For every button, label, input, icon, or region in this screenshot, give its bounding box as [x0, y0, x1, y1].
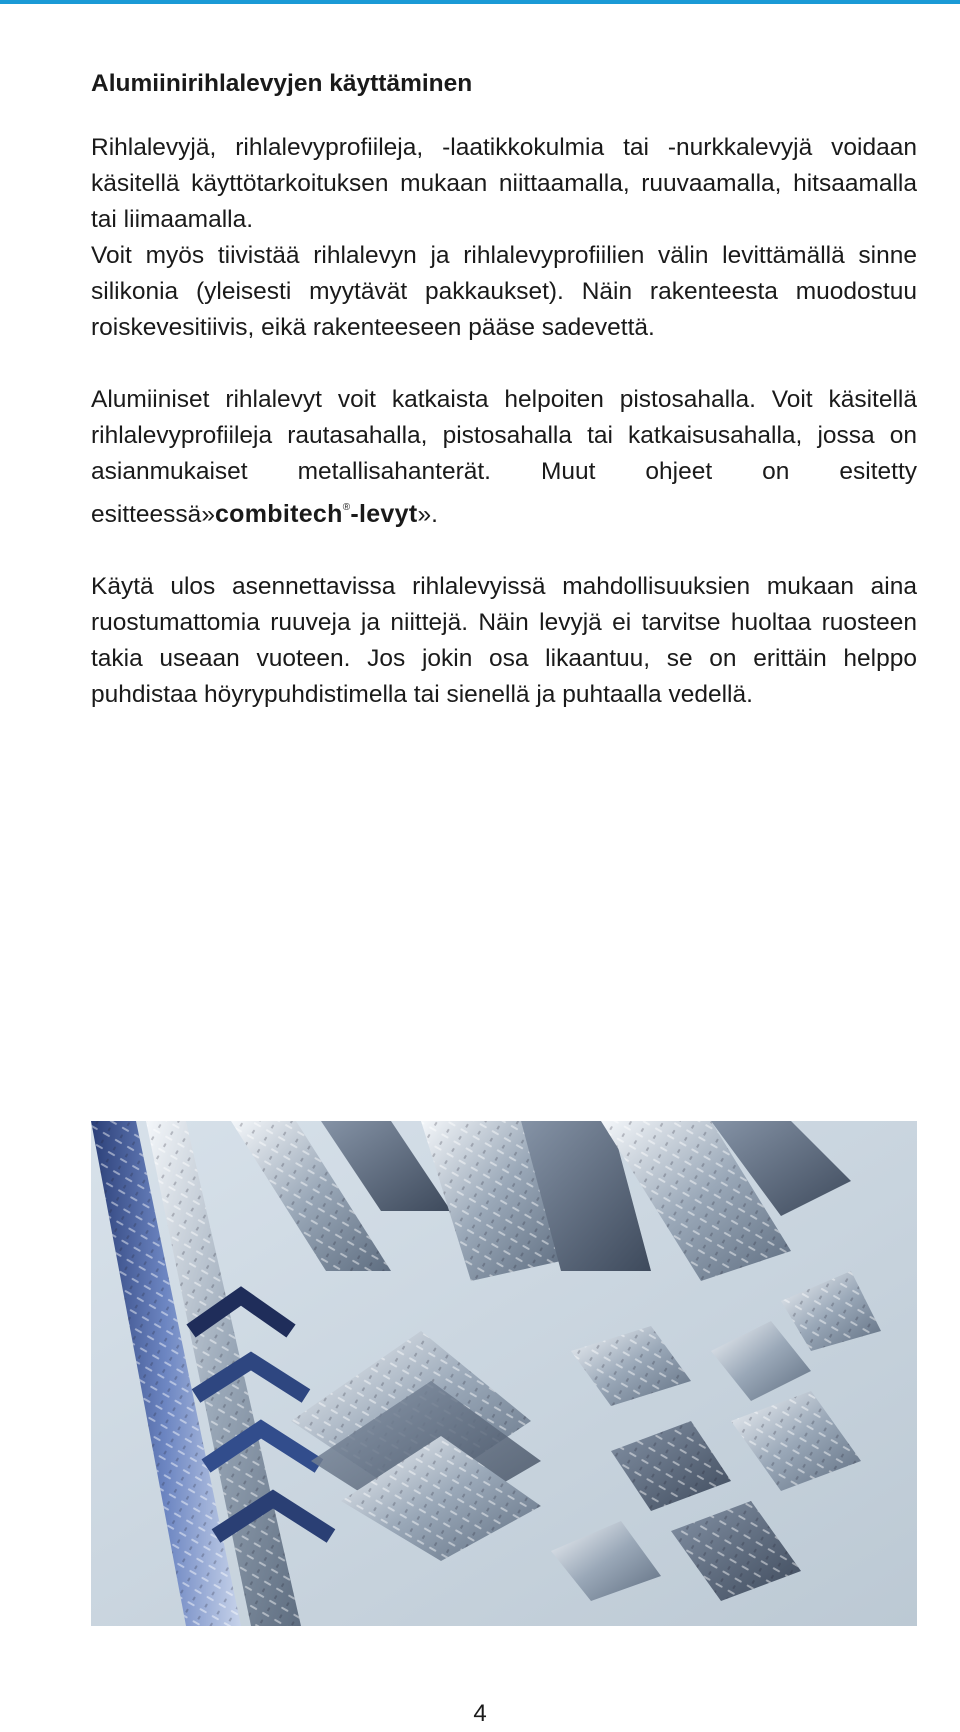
brand-name	[215, 500, 418, 528]
top-accent-rule	[0, 0, 960, 4]
quote-open: »	[201, 501, 215, 528]
paragraph-processing-sentence-2: Voit myös tiivistää rihlalevyn ja rihlalevyprofiilien välin levittämällä sinne silikonia (yleisesti myytävät pakkaukset). Näin rakenteesta muodostuu roiskevesitiivis, eikä rakenteeseen pääse sadevettä.	[91, 242, 917, 341]
page-number: 4	[473, 1700, 487, 1727]
document-body	[91, 64, 917, 749]
registered-mark: ®	[342, 502, 351, 513]
paragraph-processing-sentence-1: Rihlalevyjä, rihlalevyprofiileja, -laatikkokulmia tai -nurkkalevyjä voidaan käsitellä käyttötarkoituksen mukaan niittaamalla, ruuvaamalla, hitsaamalla tai liimaamalla.	[91, 134, 917, 233]
brand-suffix: -levyt	[350, 500, 418, 528]
page-heading: Alumiinirihlalevyjen käyttäminen	[91, 70, 473, 97]
paragraph-cutting-text: Alumiiniset rihlalevyt voit katkaista helpoiten pistosahalla. Voit käsitellä rihlalevyprofiileja rautasahalla, pistosahalla tai katkaisusahalla, jossa on asianmukaiset metallisahanterät. Muut ohjeet on esitetty esitteessä	[91, 386, 917, 528]
paragraph-processing	[91, 130, 917, 346]
quote-close: ».	[417, 501, 438, 528]
paragraph-cutting	[91, 382, 917, 533]
paragraph-maintenance: Käytä ulos asennettavissa rihlalevyissä mahdollisuuksien mukaan aina ruostumattomia ruuveja ja niittejä. Näin levyjä ei tarvitse huoltaa ruosteen takia useaan vuoteen. Jos jokin osa likaantuu, se on erittäin helppo puhdistaa höyrypuhdistimella tai sienellä ja puhtaalla vedellä.	[91, 573, 917, 708]
brand-wordmark: combitech	[214, 500, 343, 528]
product-photo	[91, 1121, 917, 1626]
checker-plate-profiles-image	[91, 1121, 917, 1626]
